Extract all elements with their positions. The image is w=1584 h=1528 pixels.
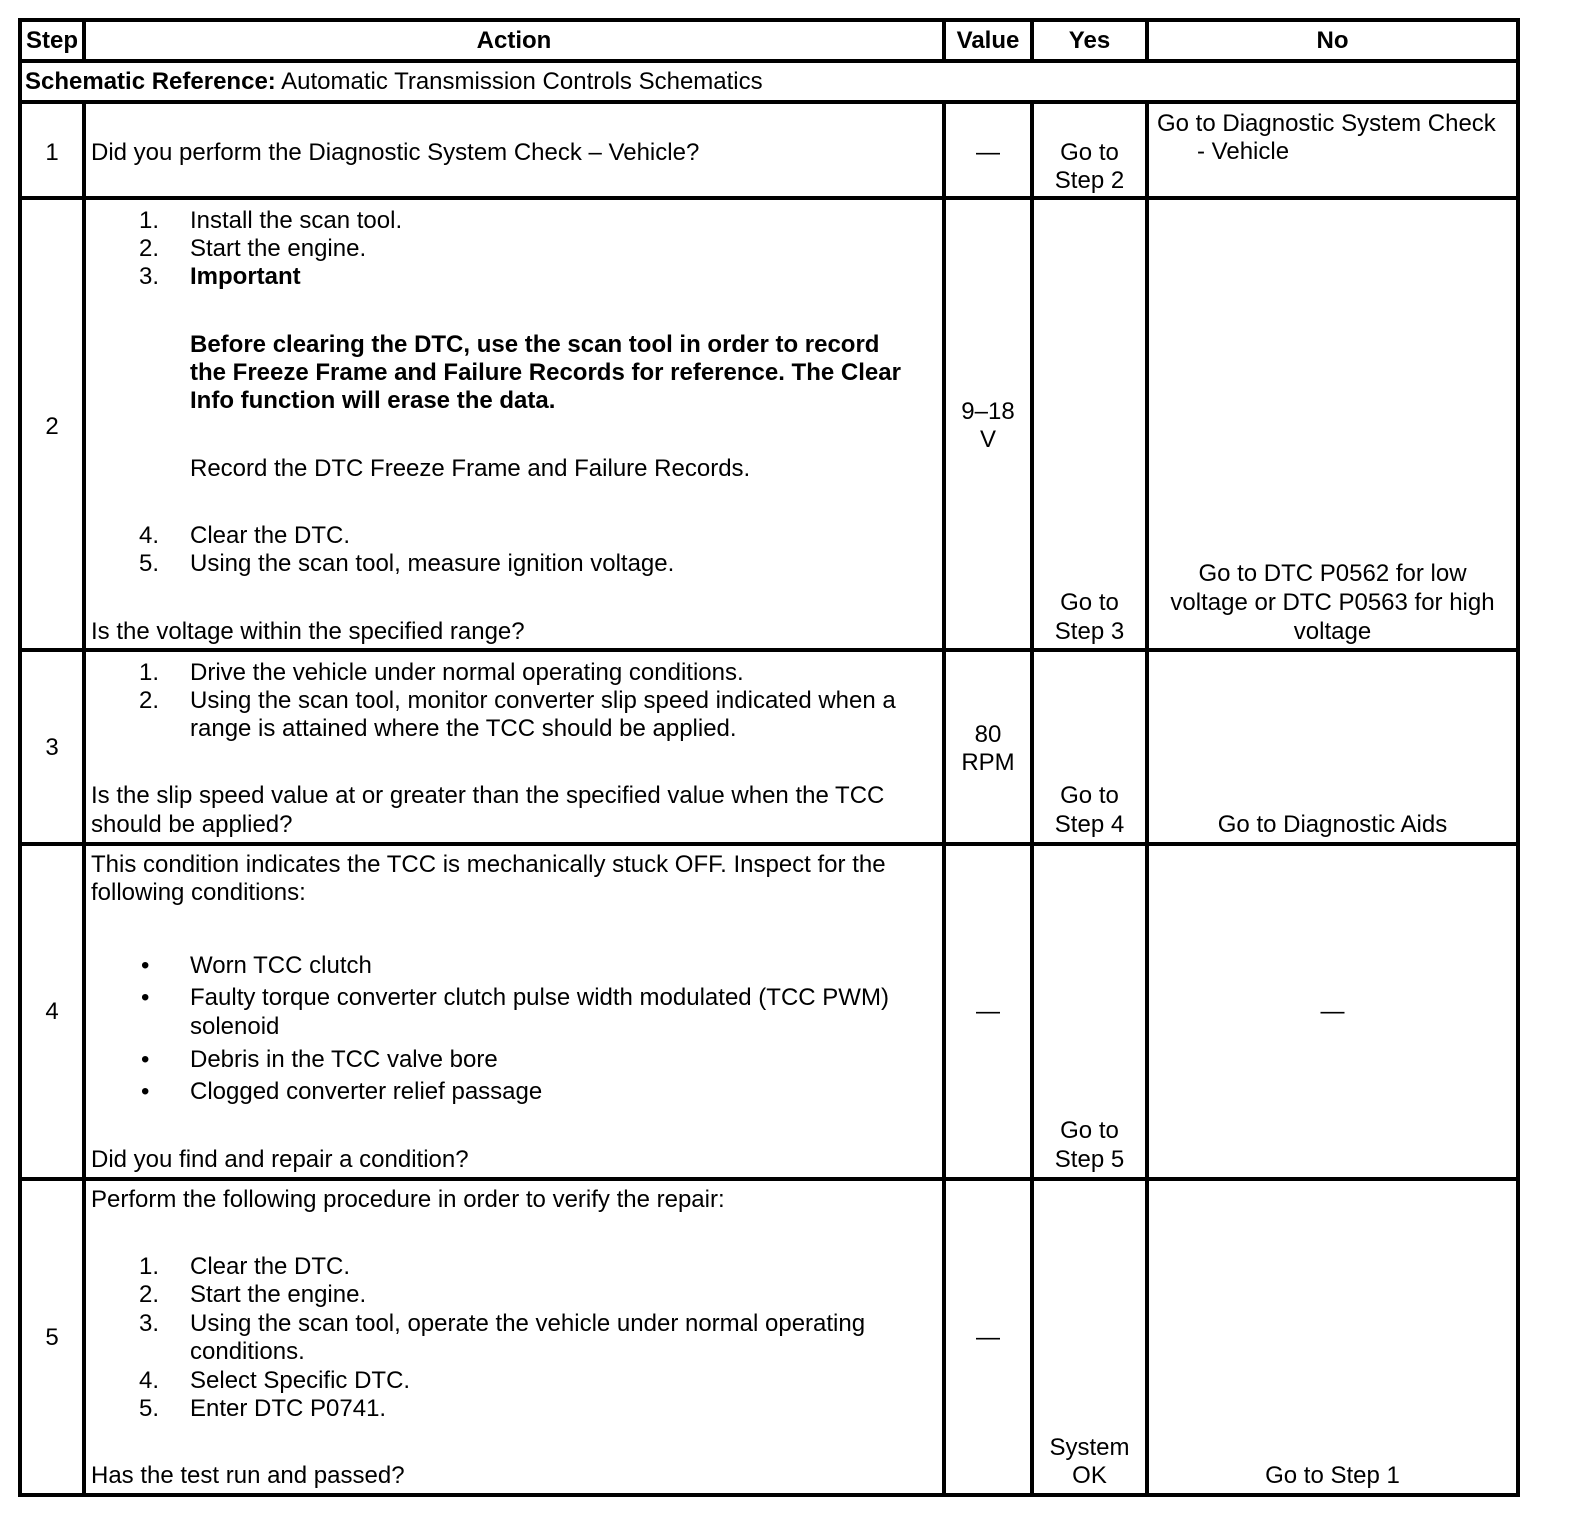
header-action: Action bbox=[476, 27, 552, 54]
row5-item5-num: 5. bbox=[139, 1395, 160, 1422]
row1-value: — bbox=[976, 139, 1000, 166]
row3-yes-line1[interactable]: Go to bbox=[1060, 782, 1119, 809]
row2-important-line2: the Freeze Frame and Failure Records for reference. The Clear bbox=[190, 359, 901, 386]
row2-no-line2[interactable]: voltage or DTC P0563 for high bbox=[1170, 589, 1495, 616]
row4-yes-line2[interactable]: Step 5 bbox=[1054, 1146, 1125, 1173]
row5-intro: Perform the following procedure in order to verify the repair: bbox=[91, 1186, 725, 1213]
row2-step: 2 bbox=[45, 413, 59, 440]
table-rule-schematic bbox=[18, 100, 1520, 104]
row5-item3-line2: conditions. bbox=[190, 1338, 305, 1365]
row4-bullet1: Worn TCC clutch bbox=[190, 952, 372, 979]
row2-record: Record the DTC Freeze Frame and Failure Records. bbox=[190, 455, 751, 482]
row3-no[interactable]: Go to Diagnostic Aids bbox=[1217, 811, 1448, 838]
bullet-icon: • bbox=[141, 1078, 150, 1105]
row5-no[interactable]: Go to Step 1 bbox=[1265, 1462, 1400, 1489]
row5-item4-num: 4. bbox=[139, 1367, 160, 1394]
row3-yes-line2[interactable]: Step 4 bbox=[1054, 811, 1125, 838]
row3-item2-line2: range is attained where the TCC should be applied. bbox=[190, 715, 737, 742]
row1-yes-line2[interactable]: Step 2 bbox=[1054, 167, 1125, 194]
row4-bullet2-line2: solenoid bbox=[190, 1013, 280, 1040]
header-yes: Yes bbox=[1068, 27, 1111, 54]
table-border-bottom bbox=[18, 1493, 1520, 1497]
header-step: Step bbox=[25, 27, 78, 54]
row5-item2-num: 2. bbox=[139, 1281, 160, 1308]
row2-important-line3: Info function will erase the data. bbox=[190, 387, 556, 414]
row2-item5-num: 5. bbox=[139, 550, 160, 577]
row2-no-line1[interactable]: Go to DTC P0562 for low bbox=[1198, 560, 1467, 587]
row2-item2-num: 2. bbox=[139, 235, 160, 262]
row2-value-line2: V bbox=[979, 426, 996, 453]
row2-yes-line2[interactable]: Step 3 bbox=[1054, 618, 1125, 645]
row1-yes-line1[interactable]: Go to bbox=[1060, 139, 1119, 166]
row5-item5: Enter DTC P0741. bbox=[190, 1395, 387, 1422]
row1-step: 1 bbox=[45, 139, 59, 166]
row3-item2-num: 2. bbox=[139, 687, 160, 714]
table-rule-row2 bbox=[18, 648, 1520, 652]
schematic-reference-label: Schematic Reference: bbox=[25, 68, 276, 95]
header-value: Value bbox=[956, 27, 1020, 54]
row3-step: 3 bbox=[45, 734, 59, 761]
row2-item1-num: 1. bbox=[139, 207, 160, 234]
row5-item1: Clear the DTC. bbox=[190, 1253, 351, 1280]
row2-item4: Clear the DTC. bbox=[190, 522, 351, 549]
row2-value-line1: 9–18 bbox=[961, 398, 1015, 425]
row1-no-line1[interactable]: Go to Diagnostic System Check bbox=[1157, 110, 1496, 137]
row5-value: — bbox=[976, 1324, 1000, 1351]
row5-item4: Select Specific DTC. bbox=[190, 1367, 411, 1394]
table-rule-header bbox=[18, 59, 1520, 63]
row4-yes-line1[interactable]: Go to bbox=[1060, 1117, 1119, 1144]
row4-intro-line1: This condition indicates the TCC is mechanically stuck OFF. Inspect for the bbox=[91, 851, 886, 878]
row1-no-line2[interactable]: - Vehicle bbox=[1197, 138, 1290, 165]
row5-step: 5 bbox=[45, 1324, 59, 1351]
table-border-right bbox=[1516, 18, 1520, 1497]
row2-no-line3[interactable]: voltage bbox=[1293, 618, 1372, 645]
row3-value-line1: 80 bbox=[974, 721, 1002, 748]
row2-item1: Install the scan tool. bbox=[190, 207, 403, 234]
row4-question: Did you find and repair a condition? bbox=[91, 1146, 469, 1173]
row4-value: — bbox=[976, 998, 1000, 1025]
row2-question: Is the voltage within the specified range? bbox=[91, 618, 525, 645]
row2-important-line1: Before clearing the DTC, use the scan tool in order to record bbox=[190, 331, 880, 358]
row4-step: 4 bbox=[45, 998, 59, 1025]
row5-question: Has the test run and passed? bbox=[91, 1462, 405, 1489]
schematic-reference bbox=[25, 67, 763, 96]
row2-item3-num: 3. bbox=[139, 263, 160, 290]
row5-item3-line1: Using the scan tool, operate the vehicle under normal operating bbox=[190, 1310, 866, 1337]
row5-item1-num: 1. bbox=[139, 1253, 160, 1280]
bullet-icon: • bbox=[141, 952, 150, 979]
table-rule-row3 bbox=[18, 842, 1520, 846]
row4-bullet4: Clogged converter relief passage bbox=[190, 1078, 543, 1105]
row2-item4-num: 4. bbox=[139, 522, 160, 549]
bullet-icon: • bbox=[141, 1046, 150, 1073]
col-rule-action bbox=[942, 100, 946, 1497]
row5-yes-line2: OK bbox=[1072, 1462, 1107, 1489]
row2-yes-line1[interactable]: Go to bbox=[1060, 589, 1119, 616]
bullet-icon: • bbox=[141, 984, 150, 1011]
table-border-top bbox=[18, 18, 1520, 22]
row1-question: Did you perform the Diagnostic System Check – Vehicle? bbox=[91, 139, 700, 166]
col-rule-step bbox=[82, 100, 86, 1497]
row3-question-line2: should be applied? bbox=[91, 811, 293, 838]
row5-item3-num: 3. bbox=[139, 1310, 160, 1337]
table-rule-row4 bbox=[18, 1177, 1520, 1181]
row4-no: — bbox=[1320, 998, 1345, 1025]
table-rule-row1 bbox=[18, 196, 1520, 200]
row3-item1-num: 1. bbox=[139, 659, 160, 686]
row5-yes-line1: System bbox=[1049, 1434, 1130, 1461]
row2-item3-important: Important bbox=[190, 263, 301, 290]
row3-item2-line1: Using the scan tool, monitor converter slip speed indicated when a bbox=[190, 687, 896, 714]
row3-item1: Drive the vehicle under normal operating conditions. bbox=[190, 659, 744, 686]
row3-question-line1: Is the slip speed value at or greater than the specified value when the TCC bbox=[91, 782, 885, 809]
row4-bullet3: Debris in the TCC valve bore bbox=[190, 1046, 498, 1073]
schematic-reference-link[interactable]: Automatic Transmission Controls Schematics bbox=[281, 68, 763, 95]
row4-intro-line2: following conditions: bbox=[91, 879, 306, 906]
row5-item2: Start the engine. bbox=[190, 1281, 367, 1308]
row4-bullet2-line1: Faulty torque converter clutch pulse width modulated (TCC PWM) bbox=[190, 984, 889, 1011]
col-rule-yes bbox=[1145, 100, 1149, 1497]
header-no: No bbox=[1316, 27, 1349, 54]
row2-item2: Start the engine. bbox=[190, 235, 367, 262]
row3-value-line2: RPM bbox=[961, 749, 1015, 776]
row2-item5: Using the scan tool, measure ignition voltage. bbox=[190, 550, 675, 577]
